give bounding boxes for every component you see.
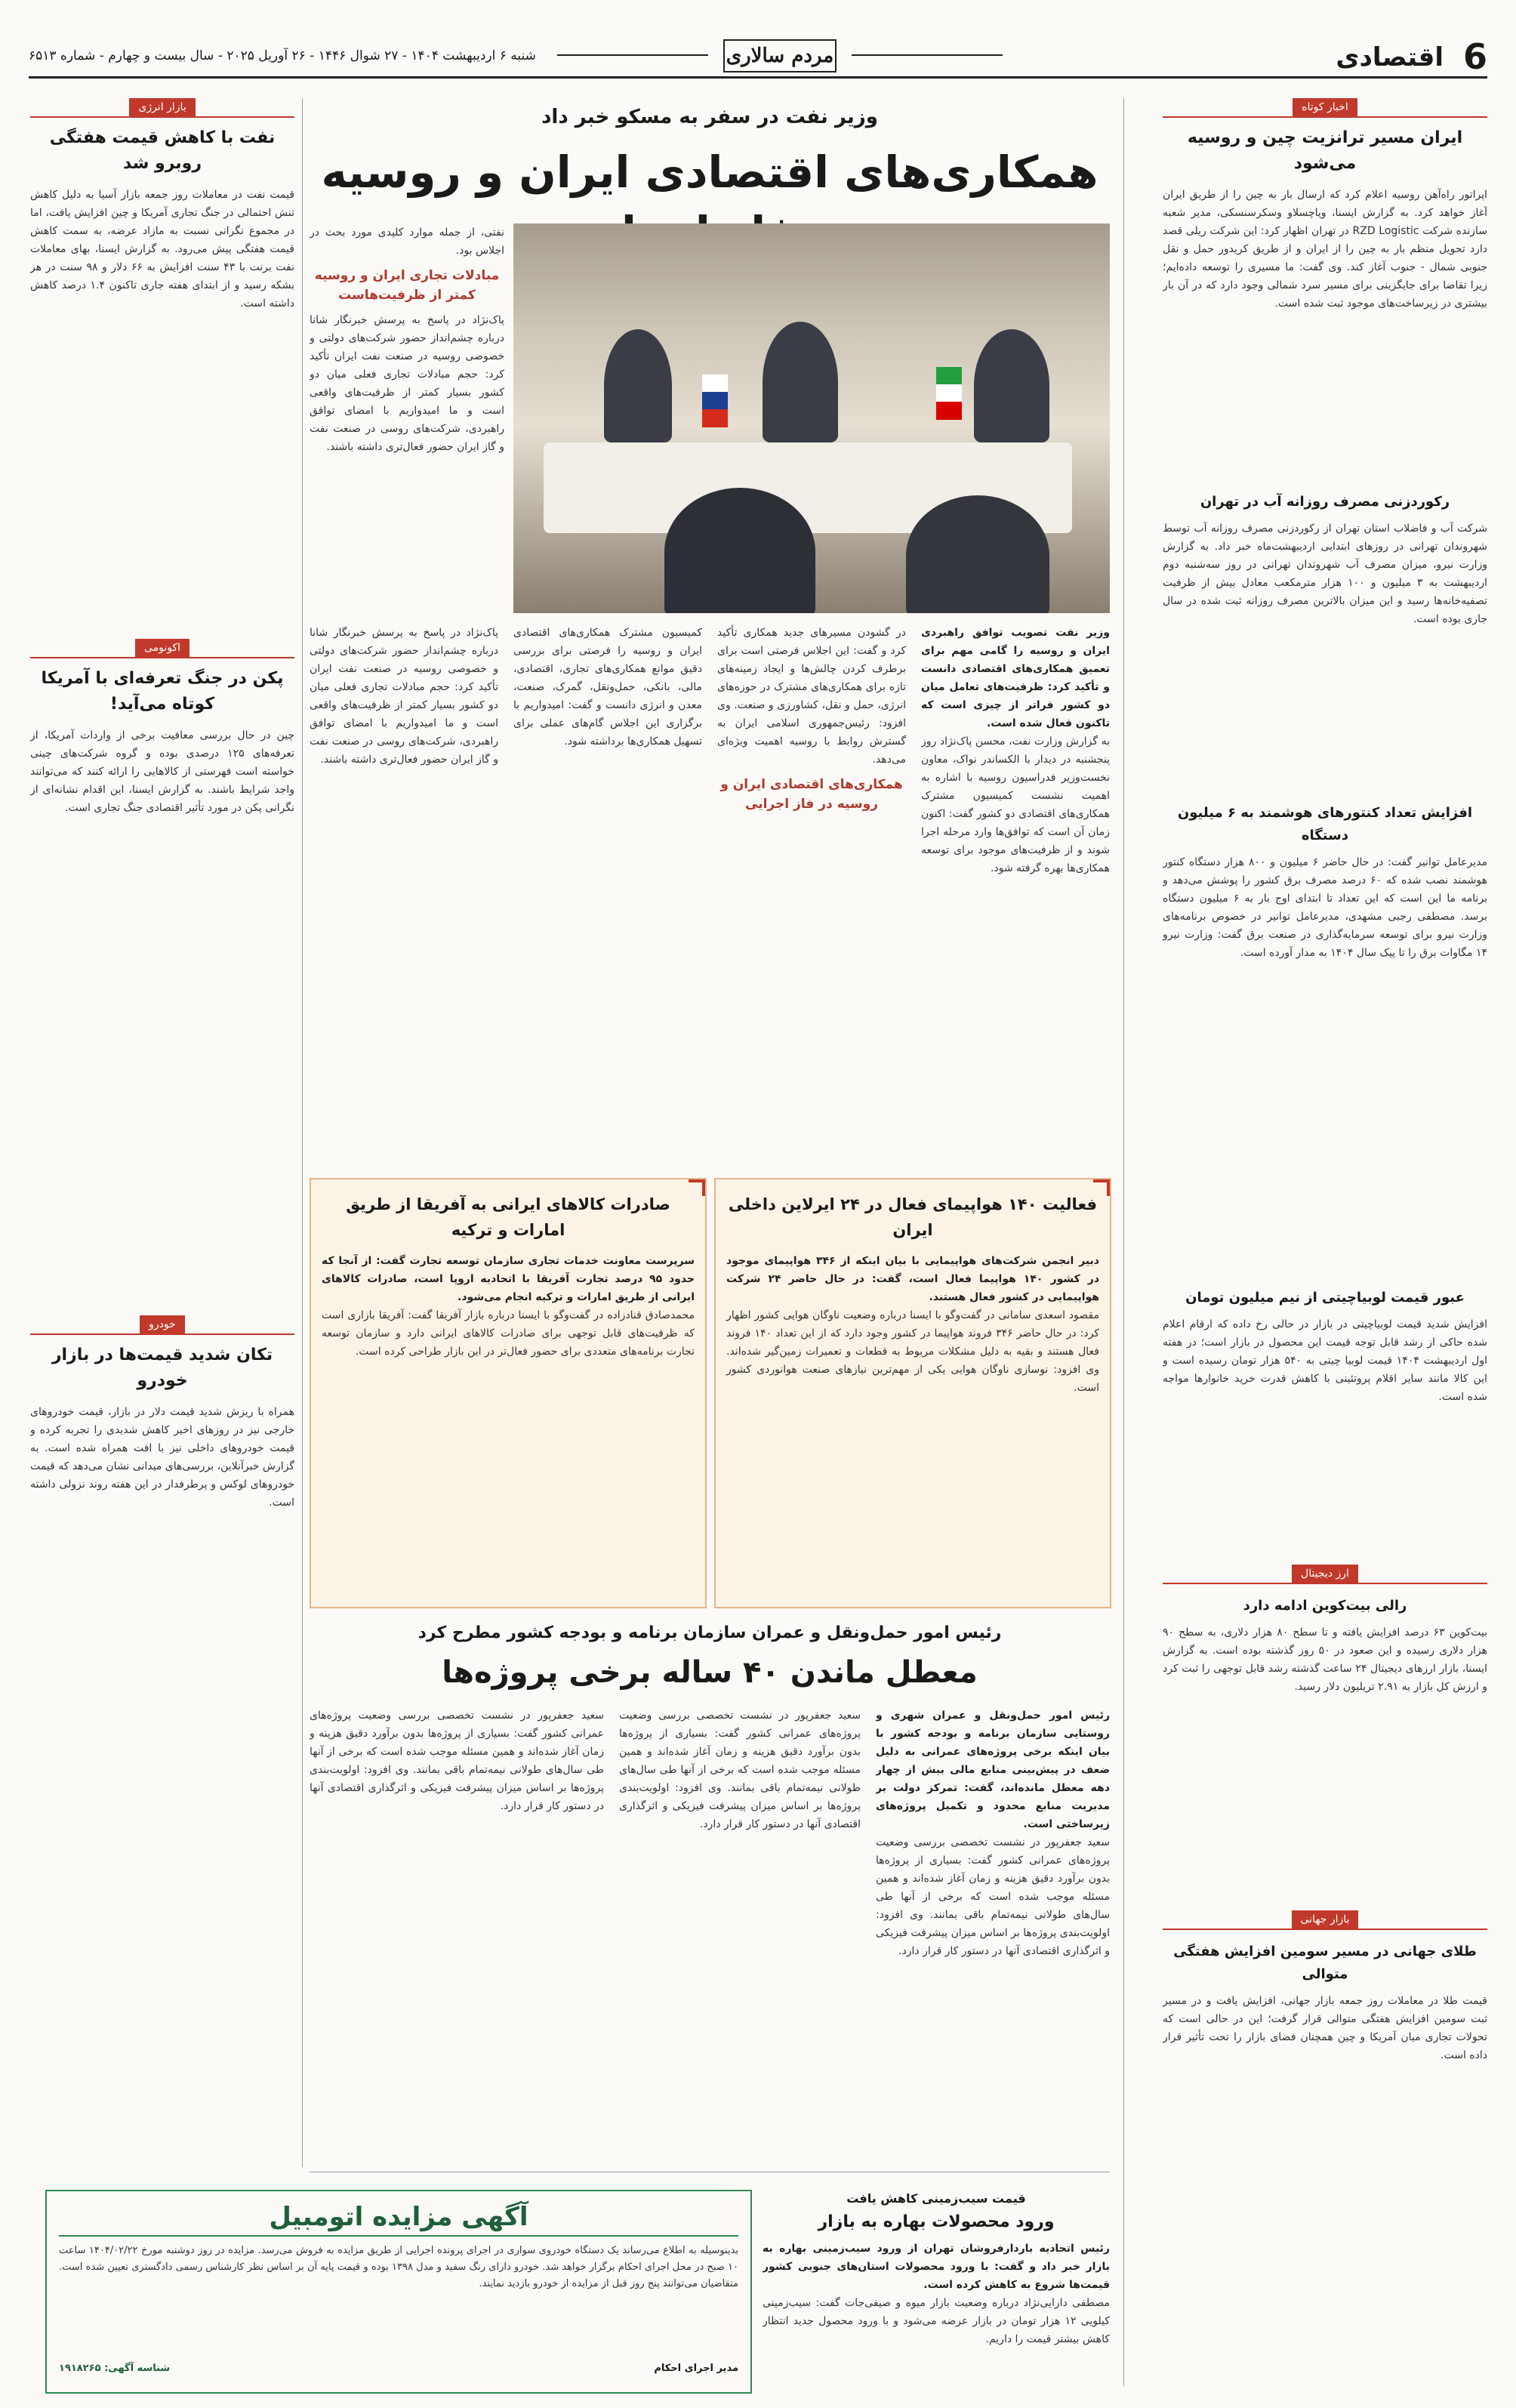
article-title: رکوردزنی مصرف روزانه آب در تهران xyxy=(1200,494,1450,510)
lead-intro: وزیر نفت تصویب توافق راهبردی ایران و روسیه را گامی مهم برای تعمیق همکاری‌های اقتصادی دانست و تأکید کرد: ظرفیت‌های تعامل میان دو کشور فراتر از چیزی است که تاکنون فعال شده است. xyxy=(921,627,1110,729)
article-title: نفت با کاهش قیمت هفتگی روبرو شد xyxy=(49,128,276,173)
article-title: افزایش تعداد کنتورهای هوشمند به ۶ میلیون دستگاه xyxy=(1177,805,1473,843)
boxed-lead: سرپرست معاونت خدمات تجاری سازمان توسعه تجارت گفت: از آنجا که حدود ۹۵ درصد تجارت آفریقا با اتحادیه اروپا است، صادرات کالاهای ایرانی از طریق امارات و ترکیه انجام می‌شود. xyxy=(322,1255,695,1303)
article-body: اپراتور راه‌آهن روسیه اعلام کرد که ارسال بار به چین را از طریق ایران آغاز خواهد کرد. به گزارش ایسنا، ویاچسلاو وسکرسنسکی، مدیر شعبه سازنده شرکت RZD Logistic در تهران اظهار کرد: این شرکت ریلی قصد دارد تحویل منظم بار به چین را از ایران و از طریق کریدور حمل و نقل جنوبی شمال - جنوب آغاز کند. وی گفت: ما مسیری را توسعه داده‌ایم؛ زیرا تقاضا برای جایگزینی برای مسیر سرد شمالی وجود دارد که در آن بار بیشتری در زیرساخت‌های موجود ثبت شده است. xyxy=(1163,189,1487,310)
section-tag: ارز دیجیتال xyxy=(1292,1565,1358,1583)
lead-column xyxy=(310,224,504,616)
article-body: همراه با ریزش شدید قیمت دلار در بازار، قیمت خودروهای خارجی نیز در روزهای اخیر کاهش شدیدی را تجربه کرده و قیمت خودروهای داخلی نیز با افت همراه شده است. به گزارش خبرآنلاین، بررسی‌های میدانی نشان می‌دهد که قیمت خودروهای لوکس و پرطرفدار در این هفته روند نزولی داشته است. xyxy=(30,1406,294,1509)
right-column xyxy=(1163,98,1487,2386)
article-title: تکان شدید قیمت‌ها در بازار خودرو xyxy=(51,1346,273,1390)
ad-footer xyxy=(59,2360,738,2377)
section-tag: بازار انرژی xyxy=(129,98,195,116)
page-number: 6 xyxy=(1462,36,1487,77)
corner-accent xyxy=(689,1178,707,1196)
boxed-title: صادرات کالاهای ایرانی به آفریقا از طریق امارات و ترکیه xyxy=(346,1195,670,1239)
mid-column xyxy=(619,1707,861,2160)
lead-column xyxy=(717,624,906,1167)
article-body: افزایش شدید قیمت لوبیاچیتی در بازار در حالی رخ داده که ارقام اعلام شده حاکی از رشد قابل توجه قیمت این محصول در بازار است؛ در هفته اول اردیبهشت ۱۴۰۴ قیمت لوبیا چیتی به ۵۴۰ هزار تومان رسیده است و این کالا مانند سایر اقلام پروتئینی با کاهش قدرت خرید خانوارها مواجه شده است. xyxy=(1163,1318,1487,1403)
boxed-body: مقصود اسعدی سامانی در گفت‌وگو با ایسنا درباره وضعیت ناوگان هوایی کشور اظهار کرد: در حال حاضر ۳۴۶ فروند هواپیما در کشور وجود دارد که از این تعداد ۱۴۰ فروند فعال هستند و بقیه به دلیل مشکلات مربوط به قطعات و تعمیرات زمین‌گیر شده‌اند. وی افزود: نوسازی ناوگان هوایی یکی از مهم‌ترین نیازهای صنعت هوانوردی کشور است. xyxy=(726,1309,1099,1394)
section-title: اقتصادی xyxy=(1336,42,1444,72)
newspaper-logo: مردم سالاری xyxy=(723,39,837,72)
person-figure xyxy=(974,329,1049,442)
mid-column xyxy=(876,1707,1110,2160)
mid-body: سعید جعفرپور در نشست تخصصی بررسی وضعیت پروژه‌های عمرانی کشور گفت: بسیاری از پروژه‌ها بدون برآورد دقیق هزینه و زمان آغاز شده‌اند و همین مسئله موجب شده است که برخی از آنها طی سال‌های طولانی نیمه‌تمام باقی بمانند. وی افزود: اولویت‌بندی پروژه‌ها بر اساس میزان پیشرفت فیزیکی و اثرگذاری اقتصادی آنها در دستور کار قرار دارد. xyxy=(876,1836,1110,1957)
ad-body: بدینوسیله به اطلاع می‌رساند یک دستگاه خودروی سواری در اجرای پرونده اجرایی از طریق مزایده به فروش می‌رسد. مزایده در روز دوشنبه مورخ ۱۴۰۴/۰۲/۲۲ ساعت ۱۰ صبح در محل اجرای احکام برگزار خواهد شد. خودرو دارای رنگ سفید و مدل ۱۳۹۸ بوده و قیمت پایه آن بر اساس نظر کارشناس رسمی دادگستری تعیین شده است. متقاضیان می‌توانند پنج روز قبل از مزایده از خودرو بازدید نمایند. xyxy=(59,2245,738,2289)
bottom-news xyxy=(763,2190,1110,2394)
article-title: طلای جهانی در مسیر سومین افزایش هفتگی متوالی xyxy=(1173,1944,1477,1982)
boxed-article xyxy=(714,1178,1111,1608)
mid-body: سعید جعفرپور در نشست تخصصی بررسی وضعیت پروژه‌های عمرانی کشور گفت: بسیاری از پروژه‌ها بدون برآورد دقیق هزینه و زمان آغاز شده‌اند و همین مسئله موجب شده است که برخی از آنها طی سال‌های طولانی نیمه‌تمام باقی بمانند. وی افزود: اولویت‌بندی پروژه‌ها بر اساس میزان پیشرفت فیزیکی و اثرگذاری اقتصادی آنها در دستور کار قرار دارد. xyxy=(310,1710,604,1812)
iran-flag-icon xyxy=(936,367,962,420)
article-title: پکن در جنگ تعرفه‌ای با آمریکا کوتاه می‌آید! xyxy=(41,669,284,714)
bottom-title: ورود محصولات بهاره به بازار xyxy=(818,2212,1055,2231)
lead-body: به گزارش وزارت نفت، محسن پاک‌نژاد روز پنجشنبه در دیدار با الکساندر نواک، معاون نخست‌وزیر فدراسیون روسیه با اشاره به اهمیت نشست کمیسیون مشترک همکاری‌های اقتصادی دو کشور گفت: اکنون زمان آن است که توافق‌ها وارد مرحله اجرا شوند و از ظرفیت‌های موجود برای توسعه همکاری‌ها بهره گرفته شود. xyxy=(921,735,1110,874)
date-line: شنبه ۶ اردیبهشت ۱۴۰۴ - ۲۷ شوال ۱۴۴۶ - ۲۶ آوریل ۲۰۲۵ - سال بیست و چهارم - شماره ۶۵۱۳ xyxy=(29,48,536,63)
mid-headline: معطل ماندن ۴۰ ساله برخی پروژه‌ها xyxy=(442,1655,978,1690)
ad-id: شناسه آگهی: ۱۹۱۸۲۶۵ xyxy=(59,2363,171,2374)
article-body: قیمت نفت در معاملات روز جمعه بازار آسیا به دلیل کاهش تنش احتمالی در جنگ تجاری آمریکا و چین افزایش یافت، اما در مجموع نگرانی نسبت به مازاد عرضه، به سمت کاهش قیمت هفتگی پیش می‌رود. به گزارش ایسنا، بهای معاملات نفت برنت با ۴۳ سنت افزایش به ۶۶ دلار و ۹۸ سنت در هر بشکه رسید و از ابتدای هفته جاری تاکنون ۱.۴ درصد کاهش داشته است. xyxy=(30,189,294,310)
section-tag: اخبار کوتاه xyxy=(1293,98,1357,116)
bottom-body: مصطفی دارایی‌نژاد درباره وضعیت بازار میوه و صیفی‌جات گفت: سیب‌زمینی کیلویی ۱۲ هزار تومان در بازار عرضه می‌شود و با ورود محصول جدید انتظار کاهش بیشتر قیمت را داریم. xyxy=(763,2297,1110,2345)
lead-column xyxy=(513,624,702,1167)
lead-photo xyxy=(513,224,1110,613)
lead-column xyxy=(310,624,498,1167)
article-title: رالی بیت‌کوین ادامه دارد xyxy=(1243,1598,1407,1614)
column-rule xyxy=(1123,98,1124,2386)
article-body: بیت‌کوین ۶۳ درصد افزایش یافته و تا سطح ۸۰ هزار دلاری، به سطح ۹۰ هزار دلاری رسیده و این صعود در ۵۰ روز گذشته بوده است. به گزارش ایسنا، بازار ارزهای دیجیتال ۲۴ ساعت گذشته رشد قابل توجهی را ثبت کرد و ارزش کل بازار به ۲.۹۱ تریلیون دلار رسید. xyxy=(1163,1626,1487,1693)
lead-body: در گشودن مسیرهای جدید همکاری تأکید کرد و گفت: این اجلاس فرصتی است برای برطرف کردن چالش‌ها و ایجاد زمینه‌های تازه برای همکاری‌های مشترک در حوزه‌های انرژی، حمل و نقل، کشاورزی و صنعت. وی افزود: رئیس‌جمهوری اسلامی ایران به گسترش روابط با روسیه اهمیت ویژه‌ای می‌دهد. xyxy=(717,627,906,766)
bottom-kicker: قیمت سیب‌زمینی کاهش یافت xyxy=(846,2191,1026,2206)
article-body: شرکت آب و فاضلاب استان تهران از رکوردزنی مصرف روزانه آب توسط شهروندان تهرانی در روزهای ابتدایی اردیبهشت‌ماه خبر داد. به گزارش وزارت نیرو، میزان مصرف آب شهروندان تهرانی در روز سه‌شنبه دوم اردیبهشت به ۳ میلیون و ۱۰۰ هزار مترمکعب معادل بیش از ظرفیت تصفیه‌خانه‌ها رسید و این میزان بالاترین مصرف روزانه ثبت شده در سال جاری بوده است. xyxy=(1163,523,1487,625)
mid-kicker: رئیس امور حمل‌ونقل و عمران سازمان برنامه و بودجه کشور مطرح کرد xyxy=(418,1623,1002,1642)
person-figure xyxy=(664,488,815,613)
section-tag: بازار جهانی xyxy=(1292,1910,1359,1929)
mid-column xyxy=(310,1707,604,2160)
article-title: عبور قیمت لوبیاچیتی از نیم میلیون تومان xyxy=(1185,1290,1465,1306)
article-body: مدیرعامل توانیر گفت: در حال حاضر ۶ میلیون و ۸۰۰ هزار دستگاه کنتور هوشمند نصب شده که ۶۰ درصد مصرف برق کشور را پوشش می‌دهد و برنامه ما این است که این تعداد تا ابتدای اوج بار به ۶ میلیون دستگاه برسد. مصطفی رجبی مشهدی، مدیرعامل توانیر در خصوص برنامه‌های وزارت نیرو برای توسعه سرمایه‌گذاری در صنعت برق گفت: وزارت نیرو ۱۴ مگاوات برق را تا پیک سال ۱۴۰۴ به مدار آورده است. xyxy=(1163,856,1487,959)
column-rule xyxy=(302,98,303,2167)
section-tag: اکونومی xyxy=(135,639,190,657)
lead-headline: همکاری‌های اقتصادی ایران و روسیه xyxy=(321,146,1098,198)
ad-title: آگهی مزایده اتومبیل xyxy=(59,2199,738,2237)
corner-accent xyxy=(1093,1178,1111,1196)
lead-body: کمیسیون مشترک همکاری‌های اقتصادی ایران و روسیه را فرصتی برای بررسی دقیق موانع همکاری‌های تجاری، اقتصادی، مالی، بانکی، حمل‌ونقل، گمرک، صنعت، معدن و انرژی دانست و گفت: امیدواریم با برگزاری این اجلاس گام‌های عملی برای تسهیل همکاری‌ها برداشته شود. xyxy=(513,627,702,748)
article-body: چین در حال بررسی معافیت برخی از واردات آمریکا، از تعرفه‌های ۱۲۵ درصدی بوده و گروه شرکت‌های چینی خواسته است فهرستی از کالاهایی را ارائه کنند که می‌توانند واجد شرایط باشند. به گزارش ایسنا، این اقدام نشانه‌ای از نگرانی پکن در مورد تأثیر اقتصادی جنگ تجاری است. xyxy=(30,729,294,814)
logo-divider xyxy=(852,54,1003,56)
ad-signature: مدیر اجرای احکام xyxy=(654,2363,738,2374)
boxed-lead: دبیر انجمن شرکت‌های هواپیمایی با بیان اینکه از ۳۴۶ هواپیمای موجود در کشور ۱۴۰ هواپیما فعال است، گفت: در حال حاضر ۲۴ شرکت هواپیمایی در کشور فعال هستند. xyxy=(726,1255,1100,1303)
lead-subheading: همکاری‌های اقتصادی ایران و روسیه در فاز اجرایی xyxy=(720,777,903,812)
person-figure xyxy=(763,322,838,442)
mid-lead: رئیس امور حمل‌ونقل و عمران شهری و روستایی سازمان برنامه و بودجه کشور با بیان اینکه برخی پروژه‌های عمرانی به دلیل ضعف در پیش‌بینی منابع مالی بیش از چهار دهه معطل مانده‌اند، گفت: تمرکز دولت بر مدیریت منابع محدود و تکمیل پروژه‌های زیرساختی است. xyxy=(876,1710,1110,1830)
article-body: قیمت طلا در معاملات روز جمعه بازار جهانی، افزایش یافت و در مسیر ثبت سومین افزایش هفتگی متوالی قرار گرفت؛ این در حالی است که تحولات تجاری میان آمریکا و چین همچنان فضای بازار را تحت تأثیر قرار داده است. xyxy=(1163,1995,1487,2061)
lead-body: نفتی، از جمله موارد کلیدی مورد بحث در اجلاس بود. xyxy=(310,227,504,257)
russia-flag-icon xyxy=(702,375,728,427)
article-title: ایران مسیر ترانزیت چین و روسیه می‌شود xyxy=(1187,128,1463,173)
boxed-article xyxy=(310,1178,707,1608)
left-column xyxy=(30,98,294,2167)
person-figure xyxy=(604,329,672,442)
bottom-lead: رئیس اتحادیه باردارفروشان تهران از ورود سیب‌زمینی بهاره به بازار خبر داد و گفت: با ورود محصولات استان‌های جنوبی کشور قیمت‌ها شروع به کاهش کرده است. xyxy=(763,2243,1110,2291)
masthead xyxy=(29,36,1487,79)
logo-divider xyxy=(557,54,708,56)
lead-subheading: مبادلات تجاری ایران و روسیه کمتر از ظرفیت‌هاست xyxy=(314,268,500,303)
lead-body: پاک‌نژاد در پاسخ به پرسش خبرنگار شانا درباره چشم‌انداز حضور شرکت‌های دولتی و خصوصی روسیه در صنعت نفت ایران تأکید کرد: حجم مبادلات تجاری فعلی میان دو کشور بسیار کمتر از ظرفیت‌های واقعی است و ما امیدواریم با امضای توافق راهبردی، شرکت‌های روسی در صنعت نفت و گاز ایران حضور فعال‌تری داشته باشند. xyxy=(310,314,504,453)
lead-kicker: وزیر نفت در سفر به مسکو خبر داد xyxy=(541,106,878,128)
person-figure xyxy=(906,495,1049,613)
lead-body: پاک‌نژاد در پاسخ به پرسش خبرنگار شانا درباره چشم‌انداز حضور شرکت‌های دولتی و خصوصی روسیه در صنعت نفت ایران تأکید کرد: حجم مبادلات تجاری فعلی میان دو کشور بسیار کمتر از ظرفیت‌های واقعی است و ما امیدواریم با امضای توافق راهبردی، شرکت‌های روسی در صنعت نفت و گاز ایران حضور فعال‌تری داشته باشند. xyxy=(310,627,498,766)
mid-body: سعید جعفرپور در نشست تخصصی بررسی وضعیت پروژه‌های عمرانی کشور گفت: بسیاری از پروژه‌ها بدون برآورد دقیق هزینه و زمان آغاز شده‌اند و همین مسئله موجب شده است که برخی از آنها طی سال‌های طولانی نیمه‌تمام باقی بمانند. وی افزود: اولویت‌بندی پروژه‌ها بر اساس میزان پیشرفت فیزیکی و اثرگذاری اقتصادی آنها در دستور کار قرار دارد. xyxy=(619,1710,861,1830)
auction-ad xyxy=(45,2190,752,2394)
boxed-title: فعالیت ۱۴۰ هواپیمای فعال در ۲۴ ایرلاین داخلی ایران xyxy=(728,1195,1098,1239)
lead-column xyxy=(921,624,1110,1167)
boxed-body: محمدصادق قنادزاده در گفت‌وگو با ایسنا درباره بازار آفریقا گفت: آفریقا بازاری است که ظرفیت‌های قابل توجهی برای صادرات کالاهای ایرانی دارد و سازمان توسعه تجارت برنامه‌های متعددی برای حضور فعال‌تر در این بازار طراحی کرده است. xyxy=(322,1309,695,1358)
section-tag: خودرو xyxy=(140,1315,185,1333)
